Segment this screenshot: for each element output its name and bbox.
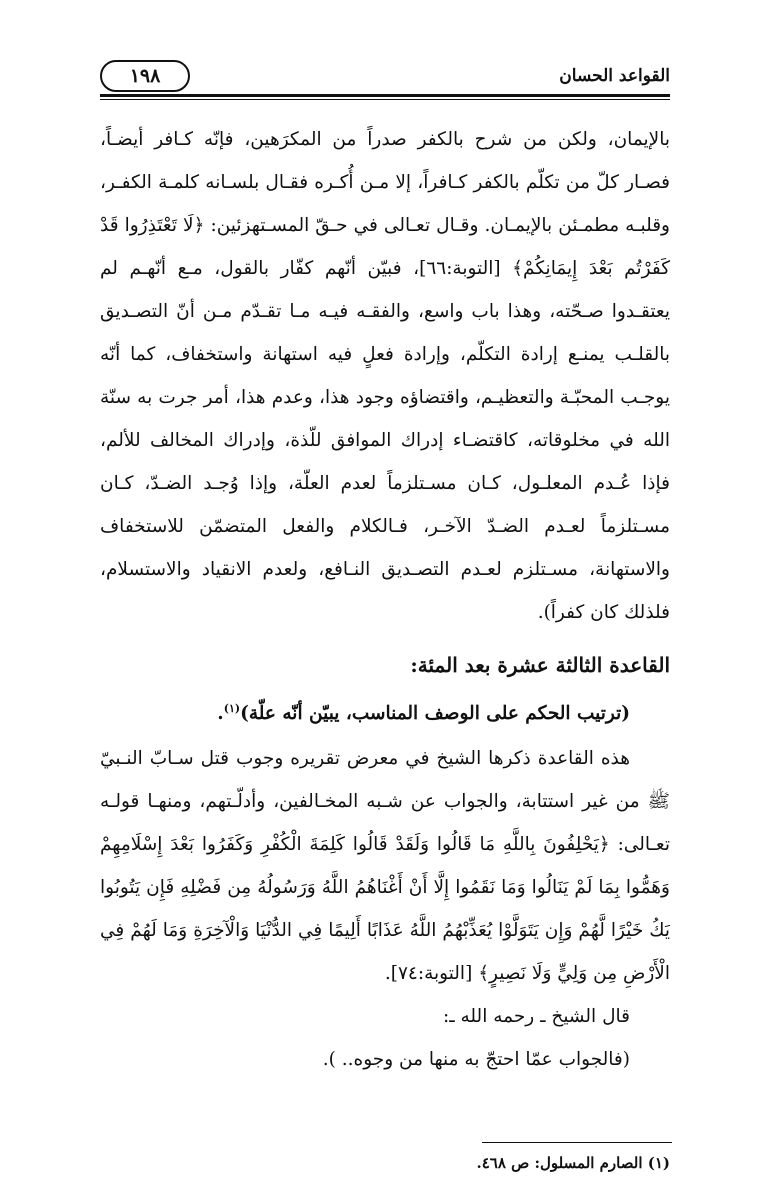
sheikh-quote: (فالجواب عمّا احتجّ به منها من وجوه.. ). [322,1049,630,1071]
sheikh-said: قال الشيخ ـ رحمه الله ـ: [442,1006,630,1028]
rule-statement-end: . [217,703,224,725]
footnote: (١) الصارم المسلول: ص ٤٦٨. [476,1154,670,1172]
page-number: ١٩٨ [100,60,190,92]
quran-verse: ﴿يَحْلِفُونَ بِاللَّهِ مَا قَالُوا وَلَقَدْ قَالُوا كَلِمَةَ الْكُفْرِ وَكَفَرُوا بَعْدَ إِسْلَامِهِمْ وَهَمُّوا بِمَا لَمْ يَنَالُوا وَمَا نَقَمُوا إِلَّا أَنْ أَغْنَاهُمُ اللَّهُ وَرَسُولُهُ مِن فَضْلِهِ فَإِن يَتُوبُوا يَكُ خَيْرًا لَّهُمْ وَإِن يَتَوَلَّوْا يُعَذِّبْهُمُ اللَّهُ عَذَابًا أَلِيمًا فِي الدُّنْيَا وَالْآخِرَةِ وَمَا لَهُمْ فِي الْأَرْضِ مِن وَلِيٍّ وَلَا نَصِيرٍ﴾ [100,834,670,985]
page-header [100,58,670,94]
rule-heading: القاعدة الثالثة عشرة بعد المئة: [410,653,670,677]
paragraph-2-text: هذه القاعدة ذكرها الشيخ في معرض تقريره وجوب قتل سـابّ النـبيّ ﷺ من غير استتابة، والجواب عن شـبه المخـالفين، وأدلّـتهم، ومنهـا قولـه تعـالى: [100,748,670,856]
paragraph-1: بالإيمان، ولكن من شرح بالكفر صدراً من المكرَهين، فإنّه كـافر أيضـاً، فصـار كلّ من تكلّم بالكفر كـافراً، إلا مـن أُكـره فقـال بلسـانه كلمـة الكفـر، وقلبـه مطمـئن بالإيمـان. وقـال تعـالى في حـقّ المسـتهزئين: ﴿لَا تَعْتَذِرُوا قَدْ كَفَرْتُم بَعْدَ إِيمَانِكُمْ﴾ [التوبة:٦٦]، فبيّن أنّهم كفّار بالقول، مـع أنّهـم لم يعتقـدوا صـحّته، وهذا باب واسع، والفقـه فيـه مـا تقـدّم مـن أنّ التصـديق بالقلـب يمنـع إرادة التكلّم، وإرادة فعلٍ فيه استهانة واستخفاف، كما أنّه يوجـب المحبّـة والتعظيـم، واقتضاؤه وجود هذا، وعدم هذا، أمر جرت به سنّة الله في مخلوقاته، كاقتضـاء إدراك الموافق للّذة، وإدراك المخالف للألم، فإذا عُـدم المعلـول، كـان مسـتلزماً لعدم العلّة، وإذا وُجـد الضـدّ، كـان مسـتلزماً لعـدم الضـدّ الآخـر، فـالكلام والفعل المتضمّن للاستخفاف والاستهانة، مسـتلزم لعـدم التصـديق النـافع، ولعدم الانقياد والاستسلام، فلذلك كان كفراً). [100,129,671,623]
footnote-rule [482,1142,672,1143]
running-title: القواعد الحسان [559,66,670,86]
header-rule-thin [100,99,670,100]
header-rule-thick [100,94,670,97]
verse-citation: [التوبة:٧٤]. [384,963,479,985]
page-body [100,118,670,1081]
footnote-marker: (١) [223,702,241,715]
rule-statement-text: (ترتيب الحكم على الوصف المناسب، يبيّن أنّه علّة) [240,703,630,725]
rule-statement [100,687,670,735]
paragraph-2 [100,737,670,995]
